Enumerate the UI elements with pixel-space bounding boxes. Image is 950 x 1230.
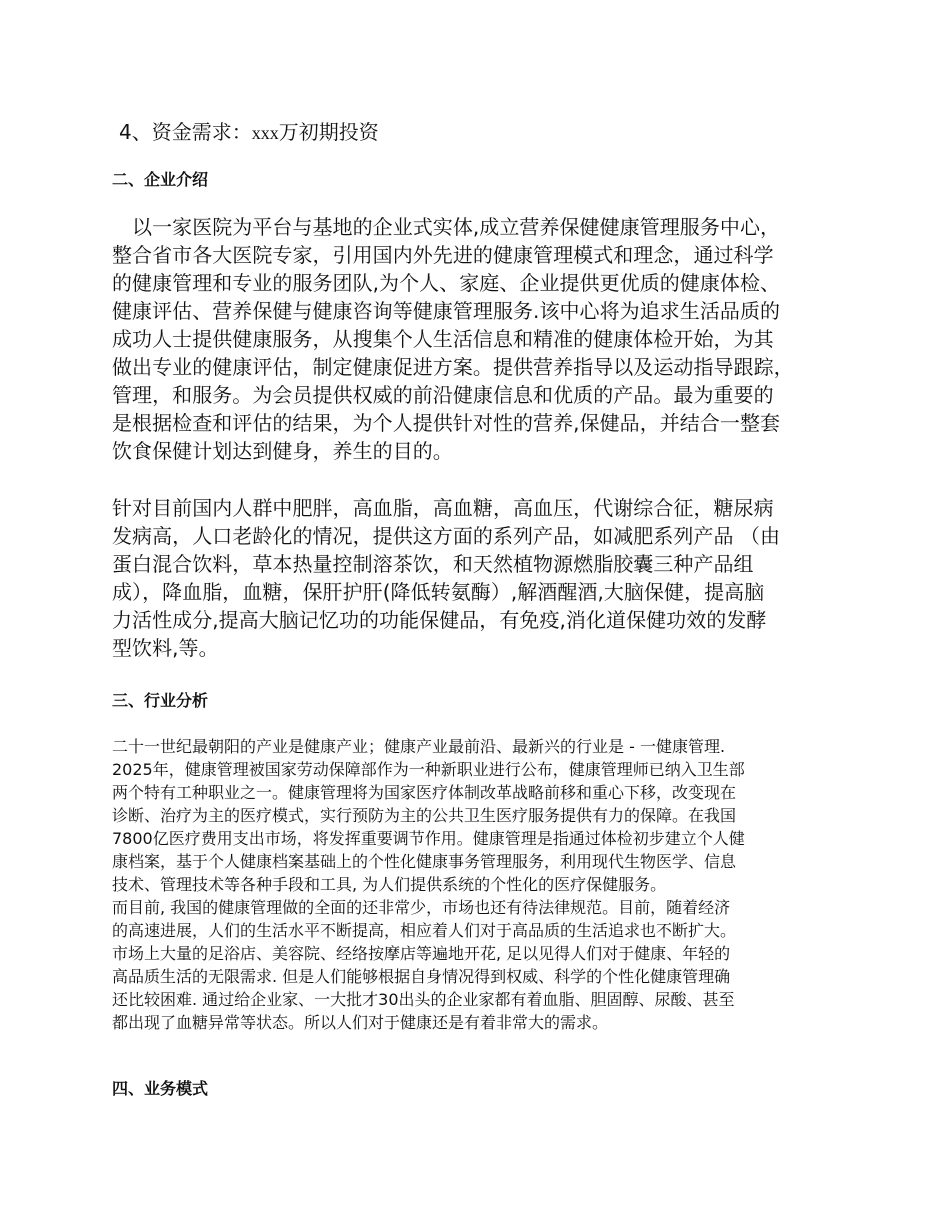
company-intro-line: 饮食保健计划达到健身，养生的目的。 bbox=[112, 439, 453, 463]
company-intro-line: 管理，和服务。为会员提供权威的前沿健康信息和优质的产品。最为重要的 bbox=[112, 383, 774, 407]
industry-analysis-line: 技术、管理技术等各种手段和工具, 为人们提供系统的个性化的医疗保健服务。 bbox=[112, 875, 667, 894]
company-intro-line: 做出专业的健康评估，制定健康促进方案。提供营养指导以及运动指导跟踪， bbox=[112, 355, 794, 379]
industry-analysis-line: 诊断、治疗为主的医疗模式，实行预防为主的公共卫生医疗服务提供有力的保障。在我国 bbox=[112, 806, 737, 825]
funding-amount: xxx bbox=[251, 123, 279, 143]
section-4-title: 四、业务模式 bbox=[112, 1079, 209, 1098]
products-line: 型饮料,等。 bbox=[112, 636, 219, 660]
industry-analysis-line: 二十一世纪最朝阳的产业是健康产业；健康产业最前沿、最新兴的行业是 - 一健康管理. bbox=[112, 737, 726, 756]
funding-prefix: 4、资金需求： bbox=[119, 120, 252, 144]
industry-analysis-line: 康档案，基于个人健康档案基础上的个性化健康事务管理服务，利用现代生物医学、信息 bbox=[112, 852, 737, 871]
industry-analysis-line: 7800亿医疗费用支出市场，将发挥重要调节作用。健康管理是指通过体检初步建立个人健 bbox=[112, 829, 745, 848]
industry-analysis-line: 2025年，健康管理被国家劳动保障部作为一种新职业进行公布，健康管理师已纳入卫生部 bbox=[112, 760, 745, 779]
section-2-title: 二、企业介绍 bbox=[112, 170, 209, 189]
company-intro-line: 以一家医院为平台与基地的企业式实体,成立营养保健健康管理服务中心， bbox=[112, 215, 781, 239]
products-line: 针对目前国内人群中肥胖，高血脂，高血糖，高血压，代谢综合征，糖尿病 bbox=[112, 496, 774, 520]
industry-analysis-line: 的高速进展，人们的生活水平不断提高，相应着人们对于高品质的生活追求也不断扩大。 bbox=[112, 921, 737, 940]
industry-analysis-line: 高品质生活的无限需求. 但是人们能够根据自身情况得到权威、科学的个性化健康管理确 bbox=[112, 967, 731, 986]
company-intro-line: 健康评估、营养保健与健康咨询等健康管理服务.该中心将为追求生活品质的 bbox=[112, 299, 781, 323]
company-intro-line: 的健康管理和专业的服务团队,为个人、家庭、企业提供更优质的健康体检、 bbox=[112, 271, 781, 295]
funding-requirement bbox=[119, 116, 379, 145]
company-intro-line: 是根据检查和评估的结果，为个人提供针对性的营养,保健品，并结合一整套 bbox=[112, 411, 781, 435]
industry-analysis-line: 都出现了血糖异常等状态。所以人们对于健康还是有着非常大的需求。 bbox=[112, 1013, 609, 1032]
section-3-title: 三、行业分析 bbox=[112, 691, 209, 710]
funding-suffix: 万初期投资 bbox=[278, 120, 379, 144]
products-line: 成），降血脂，血糖，保肝护肝(降低转氨酶）,解酒醒酒,大脑保健，提高脑 bbox=[112, 580, 765, 604]
industry-analysis-line: 还比较困难. 通过给企业家、一大批才30出头的企业家都有着血脂、胆固醇、尿酸、甚至 bbox=[112, 990, 735, 1009]
products-line: 蛋白混合饮料，草本热量控制溶茶饮，和天然植物源燃脂胶囊三种产品组 bbox=[112, 552, 754, 576]
industry-analysis-line: 市场上大量的足浴店、美容院、经络按摩店等遍地开花, 足以见得人们对于健康、年轻的 bbox=[112, 944, 731, 963]
products-line: 力活性成分,提高大脑记忆功的功能保健品，有免疫,消化道保健功效的发酵 bbox=[112, 608, 767, 632]
industry-analysis-line: 两个特有工种职业之一。健康管理将为国家医疗体制改革战略前移和重心下移，改变现在 bbox=[112, 783, 737, 802]
products-line: 发病高，人口老龄化的情况，提供这方面的系列产品，如减肥系列产品 （由 bbox=[112, 524, 781, 548]
company-intro-line: 整合省市各大医院专家，引用国内外先进的健康管理模式和理念，通过科学 bbox=[112, 243, 774, 267]
company-intro-line: 成功人士提供健康服务，从搜集个人生活信息和精准的健康体检开始，为其 bbox=[112, 327, 774, 351]
industry-analysis-line: 而目前, 我国的健康管理做的全面的还非常少，市场也还有待法律规范。目前，随着经济 bbox=[112, 898, 731, 917]
